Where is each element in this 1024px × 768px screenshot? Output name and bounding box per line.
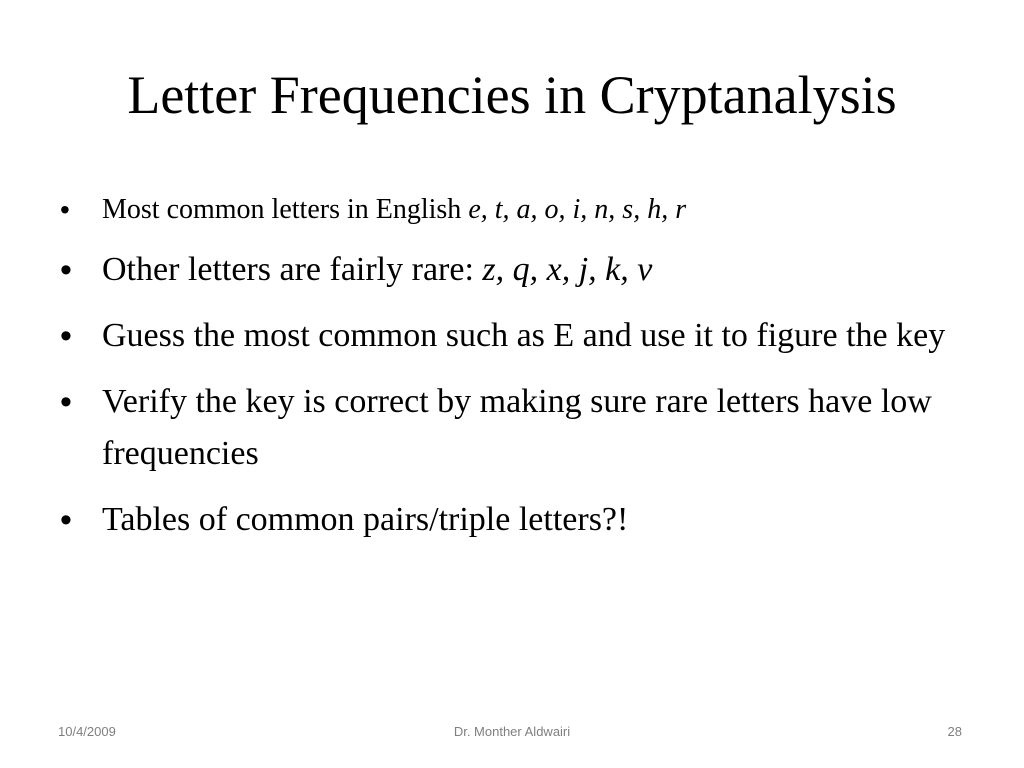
slide-title: Letter Frequencies in Cryptanalysis (127, 65, 897, 125)
bullet-italic-text: z, q, x, j, k, v (482, 251, 653, 288)
bullet-item-common-letters (60, 186, 970, 234)
footer-page-number: 28 (947, 724, 962, 739)
footer-date: 10/4/2009 (58, 724, 116, 739)
bullet-text: Tables of common pairs/triple letters?! (102, 501, 629, 538)
bullet-italic-text: e, t, a, o, i, n, s, h, r (468, 194, 687, 225)
bullet-list (60, 186, 970, 560)
bullet-item-guess-key (60, 310, 970, 362)
bullet-icon: • (60, 194, 70, 225)
bullet-item-rare-letters (60, 244, 970, 296)
footer-author: Dr. Monther Aldwairi (453, 724, 571, 739)
bullet-icon: • (60, 501, 72, 539)
bullet-icon: • (60, 383, 72, 421)
bullet-text: Guess the most common such as E and use it to figure the key (102, 317, 946, 354)
bullet-icon: • (60, 251, 72, 289)
bullet-text: Other letters are fairly rare: (102, 251, 483, 288)
bullet-icon: • (60, 317, 72, 355)
bullet-item-tables (60, 494, 970, 546)
bullet-text: Verify the key is correct by making sure rare letters have low frequencies (102, 383, 932, 472)
bullet-text: Most common letters in English (102, 194, 469, 225)
bullet-item-verify-key (60, 376, 970, 480)
